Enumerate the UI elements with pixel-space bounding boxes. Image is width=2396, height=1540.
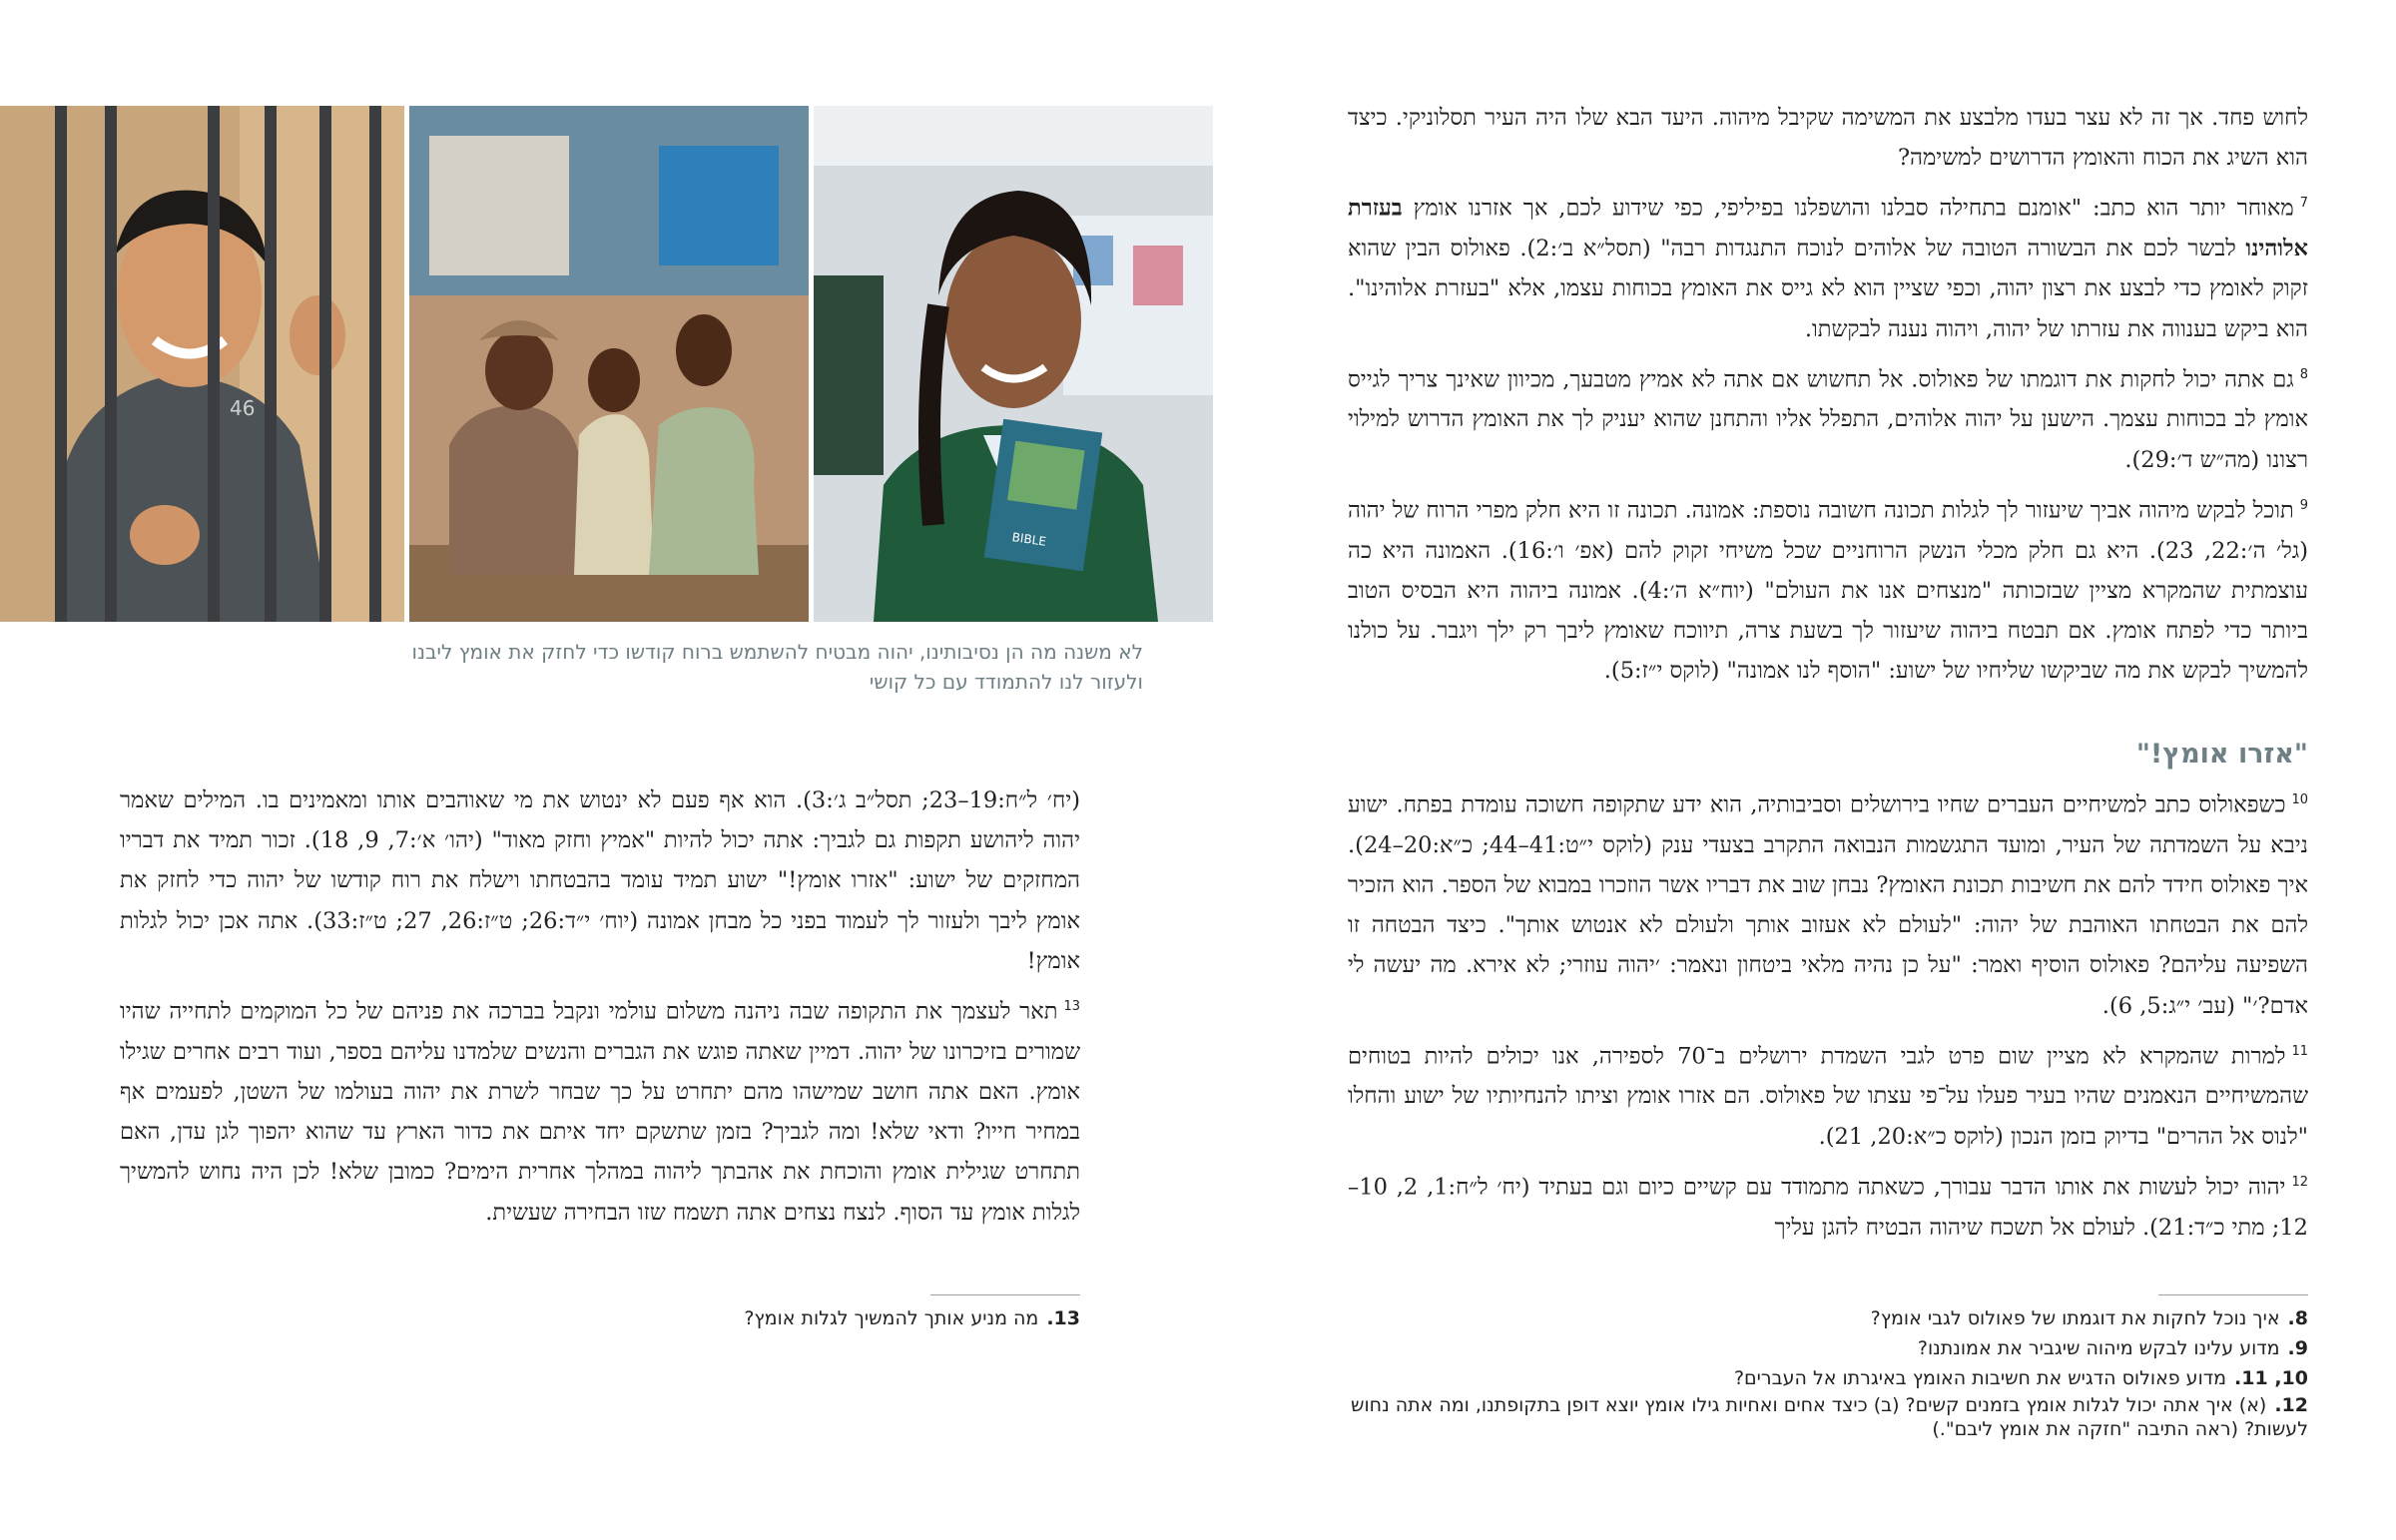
right-review-questions (1348, 1303, 2308, 1441)
paragraph-number: 10 (2291, 792, 2308, 807)
paragraph-number: 7 (2299, 196, 2308, 212)
left-review-questions (499, 1303, 1080, 1333)
question-number: 10, 11. (2234, 1367, 2308, 1389)
question-text: (א) איך אתה יכול לגלות אומץ בזמנים קשים? (ב) כיצד אחים ואחיות גילו אומץ יוצא דופן בתקופתנו, ומה אתה נחוש לעשות? (ראה התיבה "חזקה את אומץ ליבם".) (1351, 1394, 2308, 1440)
question-text: מדוע פאולוס הדגיש את חשיבות האומץ באיגרתו אל העברים? (1733, 1367, 2227, 1389)
paragraph-8 (1348, 355, 2308, 480)
question-item (1348, 1393, 2308, 1441)
paragraph-7 (1348, 184, 2308, 348)
paragraph-continuation (120, 780, 1080, 981)
question-item (1348, 1363, 2308, 1393)
question-number: 12. (2274, 1394, 2308, 1416)
right-body-top (1348, 98, 2308, 697)
paragraph-9 (1348, 486, 2308, 692)
paragraph-text: גם אתה יכול לחקות את דוגמתו של פאולוס. אל תחשוש אם אתה לא אמיץ מטבעך, מכיוון שאינך צריך לגייס אומץ לב בכוחות עצמך. הישען על יהוה אלוהים, התפלל אליו והתחנן שהוא יעניק לך את האומץ הדרוש למילוי רצונו (מה״ש ד׳:29). (1348, 366, 2308, 473)
photo-student (814, 106, 1213, 622)
paragraph-text: יהוה יכול לעשות את אותו הדבר עבורך, כשאתה מתמודד עם קשיים כיום וגם בעתיד (יח׳ ל״ח:1, 2, 10–12; מתי כ״ד:21). לעולם אל תשכח שיהוה הבטיח להגן עליך (1348, 1174, 2308, 1241)
paragraph-text-a: מאוחר יותר הוא כתב: "אומנם בתחילה סבלנו והושפלנו בפיליפי, כפי שידוע לכם, אך אזרנו אומץ (1402, 195, 2294, 222)
paragraph-text: תוכל לבקש מיהוה אביך שיעזור לך לגלות תכונה חשובה נוספת: אמונה. תכונה זו היא חלק מפרי הרוח של יהוה (גל׳ ה׳:22, 23). היא גם חלק מכלי הנשק הרוחניים שכל משיחי זקוק להם (אפ׳ ו׳:16). האמונה היא כה עוצמתית שהמקרא מציין שבזכותה "מנצחים אנו את העולם" (יוח״א ה׳:4). אמונה ביהוה היא הבסיס הטוב ביותר כדי לפתח אומץ. אם תבטח ביהוה שיעזור לך בשעת צרה, תיווכח שאומץ ליבך רק ילך ויגבר. על כולנו להמשיך לבקש את מה שביקשו שליחיו של ישוע: "הוסף לנו אמונה" (לוקס י״ז:5). (1348, 497, 2308, 685)
paragraph-text: (יח׳ ל״ח:19–23; תסל״ב ג׳:3). הוא אף פעם לא ינטוש את מי שאוהבים אותו ומאמינים בו. המילים שאמר יהוה ליהושע תקפות גם לגביך: אתה יכול להיות "אמיץ וחזק מאוד" (יהו׳ א׳:7, 9, 18). זכור תמיד את דבריו המחזקים של ישוע: "אזרו אומץ!" ישוע תמיד עומד בהבטחתו וישלח את רוח קודשו של יהוה כדי לחזק את אומץ ליבך ולעזור לך לעמוד בפני כל מבחן אמונה (יוח׳ י״ד:26; ט״ז:26, 27; ט״ז:33). אתה אכן יכול לגלות אומץ! (120, 787, 1080, 974)
question-item (1348, 1303, 2308, 1333)
question-item (499, 1303, 1080, 1333)
question-text: איך נוכל לחקות את דוגמתו של פאולוס לגבי אומץ? (1870, 1307, 2280, 1329)
question-text: מדוע עלינו לבקש מיהוה שיגביר את אמונתנו? (1917, 1337, 2280, 1359)
question-number: 13. (1046, 1307, 1080, 1329)
paragraph-number: 12 (2291, 1174, 2308, 1190)
paragraph-number: 11 (2291, 1043, 2308, 1059)
paragraph-text: לחוש פחד. אך זה לא עצר בעדו מלבצע את המשימה שקיבל מיהוה. היעד הבא שלו היה העיר תסלוניקי. כיצד הוא השיג את הכוח והאומץ הדרושים למשימה? (1348, 105, 2308, 172)
paragraph-10 (1348, 780, 2308, 1026)
paragraph-text-b: לבשר לכם את הבשורה הטובה של אלוהים לנוכח התנגדות רבה" (תסל״א ב׳:2). פאולוס הבין שהוא זקוק לאומץ כדי לבצע את רצון יהוה, וכפי שציין הוא לא גייס את האומץ בכוחות עצמו, אלא "בעזרת אלוהינו". הוא ביקש בענווה את עזרתו של יהוה, ויהוה נענה לבקשתו. (1348, 236, 2308, 342)
section-heading: "אזרו אומץ!" (2135, 739, 2308, 770)
question-text: מה מניע אותך להמשיך לגלות אומץ? (744, 1307, 1039, 1329)
paragraph-13 (120, 987, 1080, 1233)
paragraph-text: תאר לעצמך את התקופה שבה ניהנה משלום עולמי ונקבל בברכה את פניהם של כל המוקמים לתחייה שהיו שמורים בזיכרונו של יהוה. דמיין שאתה פוגש את הגברים והנשים שלמדנו עליהם בספר, ועוד רבים אחרים שגילו אומץ. האם אתה חושב שמישהו מהם יתחרט על כך שבחר לשרת את יהוה בעולמו של השטן, לפעמים אף במחיר חייו? ודאי שלא! ומה לגביך? בזמן שתשקם יחד איתם את כדור הארץ עד שהוא יהפוך לגן עדן, האם תתחרט שגילית אומץ והוכחת את אהבתך ליהוה במהלך אחרית הימים? כמובן שלא! לכן היה נחוש להמשיך לגלות אומץ עד הסוף. לנצח נצחים אתה תשמח שזו הבחירה שעשית. (120, 998, 1080, 1226)
paragraph-continuation (1348, 98, 2308, 178)
left-questions-divider (930, 1294, 1080, 1295)
paragraph-11 (1348, 1032, 2308, 1157)
paragraph-text: כשפאולוס כתב למשיחיים העברים שחיו בירושלים וסביבותיה, הוא ידע שתקופה חשוכה עומדת בפתח. ישוע ניבא על השמדתה של העיר, ומועד התגשמות הנבואה התקרב בצעדי ענק (לוקס י״ט:41–44; כ״א:20–24). איך פאולוס חידד להם את חשיבות תכונת האומץ? נבחן שוב את דבריו אשר הוזכרו במבוא של הספר. הוא הזכיר להם את הבטחתו האוהבת של יהוה: "לעולם לא אעזוב אותך ולעולם לא אנטוש אותך". כיצד הבטחה זו השפיעה עליהם? פאולוס הוסיף ואמר: "על כן נהיה מלאי ביטחון ונאמר: ׳יהוה עוזרי; לא אירא. מה יעשה לי אדם?׳" (עב׳ י״ג:5, 6). (1348, 791, 2308, 1019)
question-item (1348, 1333, 2308, 1363)
paragraph-number: 8 (2299, 366, 2308, 382)
question-number: 8. (2287, 1307, 2308, 1329)
prisoner-number: 46 (230, 396, 256, 420)
photo-caption: לא משנה מה הן נסיבותינו, יהוה מבטיח להשתמש ברוח קודשו כדי לחזק את אומץ ליבנו ולעזור לנו להתמודד עם כל קושי (411, 640, 1143, 694)
paragraph-12 (1348, 1163, 2308, 1248)
paragraph-number: 9 (2299, 497, 2308, 513)
paragraph-text-bold: בעזרת אלוהינו (1348, 195, 2308, 262)
book-label: BIBLE (1010, 530, 1047, 549)
photo-family (409, 106, 809, 622)
right-questions-divider (2158, 1294, 2308, 1295)
photo-prisoner (0, 106, 404, 622)
right-body-bottom (1348, 780, 2308, 1254)
paragraph-number: 13 (1063, 999, 1080, 1015)
question-number: 9. (2287, 1337, 2308, 1359)
left-body-text (120, 780, 1080, 1239)
paragraph-text: למרות שהמקרא לא מציין שום פרט לגבי השמדת ירושלים ב־70 לספירה, אנו יכולים להיות בטוחים שהמשיחיים הנאמנים שהיו בעיר פעלו על־פי עצתו של פאולוס. הם אזרו אומץ וציתו להנחיותיו של ישוע והחלו "לנוס אל ההרים" בדיוק בזמן הנכון (לוקס כ״א:20, 21). (1348, 1043, 2308, 1150)
